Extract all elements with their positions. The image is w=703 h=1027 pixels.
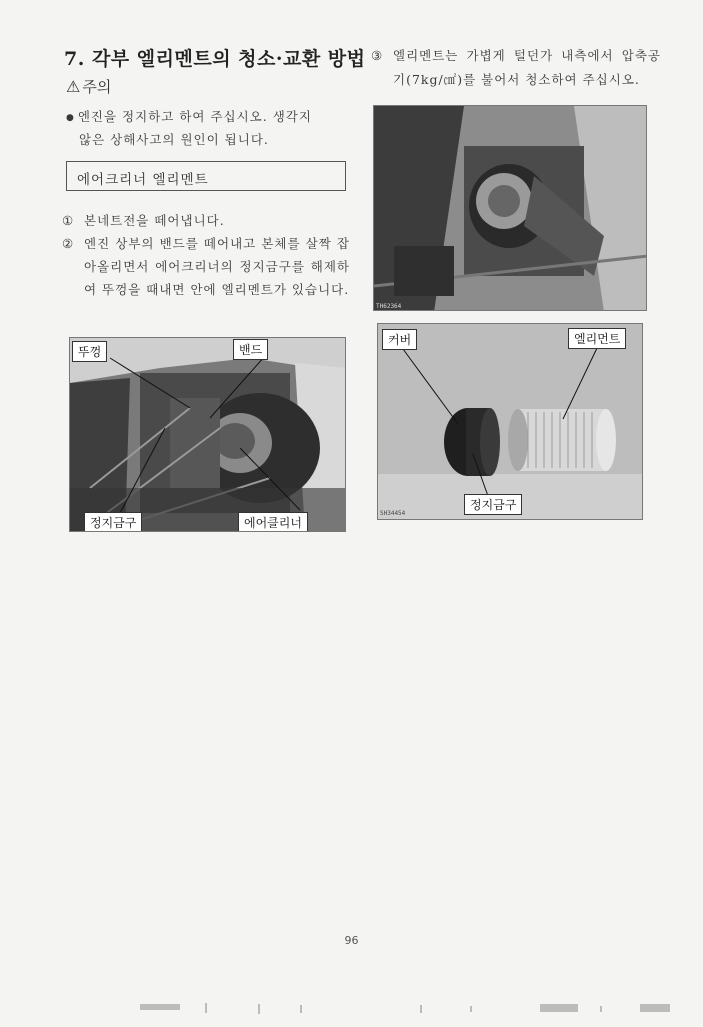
step-row (371, 44, 661, 92)
caution-heading (66, 76, 111, 97)
step-text: 본네트전을 떼어냅니다. (84, 213, 225, 228)
scan-artifact-strip (0, 1000, 703, 1020)
step-number: ① (62, 213, 75, 228)
callout-air-cleaner: 에어클리너 (238, 512, 308, 532)
caution-text-line1: 엔진을 정지하고 하여 주십시오. 생각지 (77, 109, 312, 124)
callout-element: 엘리먼트 (568, 328, 626, 349)
subsection-heading: 에어크리너 엘리멘트 (66, 161, 346, 191)
caution-text-line2: 않은 상해사고의 원인이 됩니다. (79, 132, 269, 147)
step-number: ③ (371, 48, 384, 63)
caution-bullet (66, 106, 350, 151)
callout-cover: 커버 (382, 329, 417, 350)
bullet-dot-icon: ● (66, 113, 75, 123)
page-number: 96 (344, 934, 359, 947)
step-number: ② (62, 236, 75, 251)
air-cleaner-closeup-photo (373, 105, 647, 311)
callout-lid: 뚜껑 (72, 341, 107, 362)
cover-and-element-photo (377, 323, 643, 520)
callout-clip: 정지금구 (84, 512, 142, 532)
step-item-3 (371, 44, 661, 92)
callout-clip: 정지금구 (464, 494, 522, 515)
photo-id-bottom: SH34454 (380, 510, 406, 517)
section-title: 7. 각부 엘리멘트의 청소·교환 방법 (64, 48, 366, 70)
callout-band: 밴드 (233, 339, 268, 360)
step-text: 엘리멘트는 가볍게 털던가 내측에서 압축공기(7kg/㎠)를 불어서 청소하여 주십시오. (393, 48, 661, 87)
step-item (62, 209, 350, 232)
photo-id-top: TH62364 (376, 303, 402, 310)
engine-bay-illustration (70, 338, 346, 532)
cover-and-element-illustration (378, 324, 643, 520)
engine-bay-photo (69, 337, 346, 532)
air-cleaner-closeup-illustration (374, 106, 647, 311)
step-item (62, 232, 350, 301)
caution-label: 주의 (82, 78, 112, 96)
warning-triangle-icon: ⚠ (66, 77, 81, 96)
step-text: 엔진 상부의 밴드를 떼어내고 본체를 살짝 잡아올리면서 에어크리너의 정지금구를 해제하여 뚜껑을 때내면 안에 엘리멘트가 있습니다. (84, 236, 350, 297)
steps-list (62, 209, 350, 301)
